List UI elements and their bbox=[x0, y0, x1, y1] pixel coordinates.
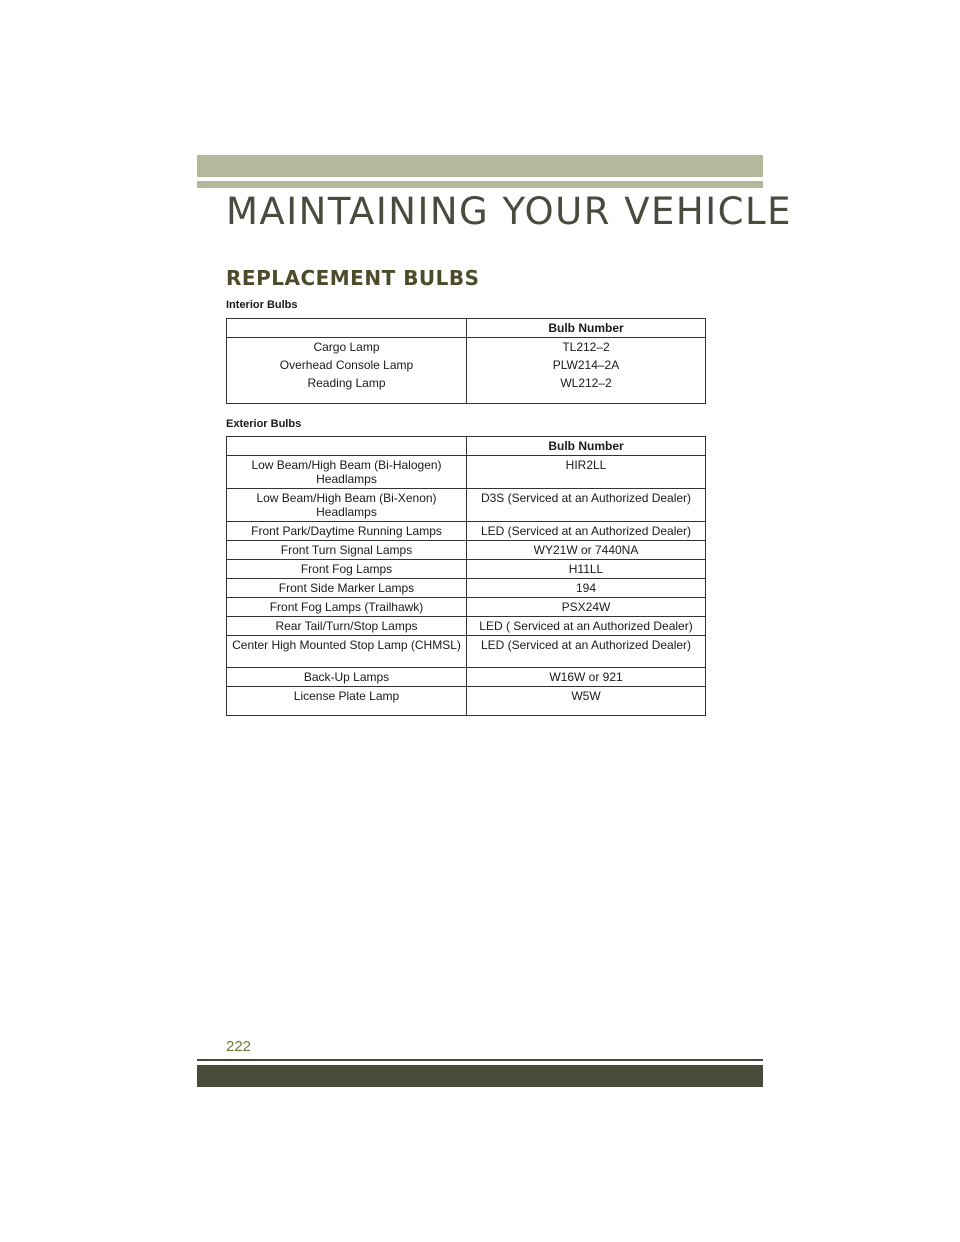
exterior-bulbs-table bbox=[226, 436, 706, 716]
lamp-name-cell: Front Turn Signal Lamps bbox=[227, 541, 467, 560]
section-heading: REPLACEMENT BULBS bbox=[226, 266, 480, 290]
bulb-number-cell: 194 bbox=[467, 579, 706, 598]
bulb-number-cell: PLW214–2A bbox=[467, 356, 706, 374]
bulb-number-cell: WL212–2 bbox=[467, 374, 706, 403]
table-header-bulb-number: Bulb Number bbox=[467, 319, 706, 338]
bulb-number-cell: W16W or 921 bbox=[467, 668, 706, 687]
lamp-name-cell: Front Fog Lamps (Trailhawk) bbox=[227, 598, 467, 617]
interior-bulbs-heading: Interior Bulbs bbox=[226, 299, 298, 311]
bulb-number-cell: LED ( Serviced at an Authorized Dealer) bbox=[467, 617, 706, 636]
table-row bbox=[227, 456, 706, 489]
table-row bbox=[227, 636, 706, 668]
bottom-decorative-band bbox=[197, 1065, 763, 1087]
top-decorative-band bbox=[197, 155, 763, 177]
page-number: 222 bbox=[226, 1038, 252, 1055]
bulb-number-cell: TL212–2 bbox=[467, 338, 706, 357]
table-row bbox=[227, 668, 706, 687]
lamp-name-cell: Front Fog Lamps bbox=[227, 560, 467, 579]
bulb-number-cell: H11LL bbox=[467, 560, 706, 579]
bulb-number-cell: PSX24W bbox=[467, 598, 706, 617]
table-row bbox=[227, 541, 706, 560]
interior-bulbs-table bbox=[226, 318, 706, 404]
lamp-name-cell: Overhead Console Lamp bbox=[227, 356, 467, 374]
table-row bbox=[227, 617, 706, 636]
lamp-name-cell: Front Park/Daytime Running Lamps bbox=[227, 522, 467, 541]
table-row bbox=[227, 338, 706, 357]
table-row bbox=[227, 687, 706, 716]
table-header-empty bbox=[227, 437, 467, 456]
bulb-number-cell: HIR2LL bbox=[467, 456, 706, 489]
table-row bbox=[227, 560, 706, 579]
top-decorative-line bbox=[197, 181, 763, 188]
bulb-number-cell: W5W bbox=[467, 687, 706, 716]
table-row bbox=[227, 522, 706, 541]
table-row bbox=[227, 598, 706, 617]
table-row bbox=[227, 356, 706, 374]
lamp-name-cell: License Plate Lamp bbox=[227, 687, 467, 716]
table-row bbox=[227, 579, 706, 598]
table-header-empty bbox=[227, 319, 467, 338]
lamp-name-cell: Cargo Lamp bbox=[227, 338, 467, 357]
bottom-decorative-line bbox=[197, 1059, 763, 1061]
lamp-name-cell: Back-Up Lamps bbox=[227, 668, 467, 687]
table-row bbox=[227, 489, 706, 522]
table-header-bulb-number: Bulb Number bbox=[467, 437, 706, 456]
lamp-name-cell: Low Beam/High Beam (Bi-Halogen) Headlamps bbox=[227, 456, 467, 489]
lamp-name-cell: Center High Mounted Stop Lamp (CHMSL) bbox=[227, 636, 467, 668]
bulb-number-cell: LED (Serviced at an Authorized Dealer) bbox=[467, 636, 706, 668]
bulb-number-cell: WY21W or 7440NA bbox=[467, 541, 706, 560]
chapter-title: MAINTAINING YOUR VEHICLE bbox=[226, 190, 792, 233]
table-row bbox=[227, 374, 706, 403]
exterior-bulbs-heading: Exterior Bulbs bbox=[226, 418, 302, 430]
lamp-name-cell: Low Beam/High Beam (Bi-Xenon) Headlamps bbox=[227, 489, 467, 522]
bulb-number-cell: LED (Serviced at an Authorized Dealer) bbox=[467, 522, 706, 541]
lamp-name-cell: Rear Tail/Turn/Stop Lamps bbox=[227, 617, 467, 636]
lamp-name-cell: Reading Lamp bbox=[227, 374, 467, 403]
bulb-number-cell: D3S (Serviced at an Authorized Dealer) bbox=[467, 489, 706, 522]
lamp-name-cell: Front Side Marker Lamps bbox=[227, 579, 467, 598]
